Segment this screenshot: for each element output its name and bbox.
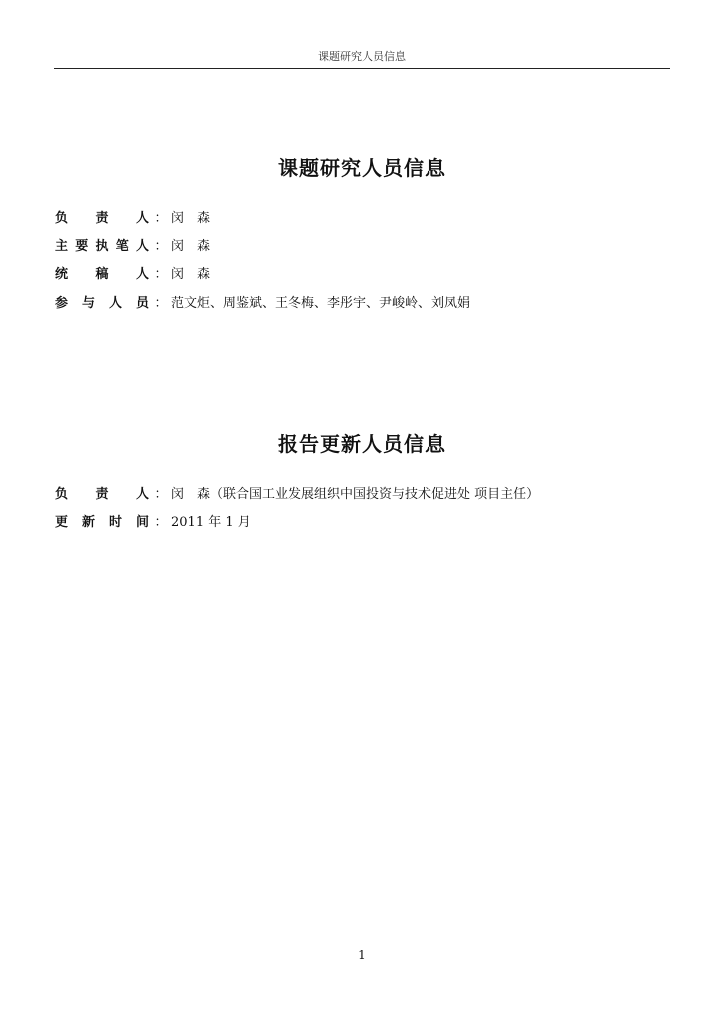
running-header: 课题研究人员信息 — [54, 48, 670, 69]
row-value: 闵 森 — [171, 238, 211, 254]
row-label: 负 责 人 — [55, 210, 149, 226]
row-colon: ： — [154, 266, 168, 282]
info-row-update-time — [55, 510, 251, 530]
info-row-lead — [55, 206, 210, 226]
row-value: 闵 森 — [171, 210, 211, 226]
row-colon: ： — [154, 210, 168, 226]
info-row-participants — [55, 291, 470, 311]
row-colon: ： — [154, 514, 168, 530]
row-label: 负 责 人 — [55, 486, 149, 502]
info-row-editor — [55, 262, 210, 282]
row-value: 闵 森 — [171, 266, 211, 282]
row-colon: ： — [154, 486, 168, 502]
info-row-main-writer — [55, 234, 210, 254]
section-title-research: 课题研究人员信息 — [278, 156, 446, 180]
page-number: 1 — [358, 948, 366, 962]
row-label: 参 与 人 员 — [55, 295, 149, 311]
row-colon: ： — [154, 238, 168, 254]
row-value: 范文炬、周鉴斌、王冬梅、李彤宇、尹峻岭、刘凤娟 — [171, 295, 471, 311]
row-label: 更 新 时 间 — [55, 514, 149, 530]
row-colon: ： — [154, 295, 168, 311]
row-value: 闵 森（联合国工业发展组织中国投资与技术促进处 项目主任） — [171, 486, 540, 502]
section-title-update: 报告更新人员信息 — [278, 432, 446, 456]
row-label: 统 稿 人 — [55, 266, 149, 282]
row-value: 2011 年 1 月 — [171, 514, 251, 530]
info-row-update-lead — [55, 482, 539, 502]
row-label: 主 要 执 笔 人 — [55, 238, 149, 254]
